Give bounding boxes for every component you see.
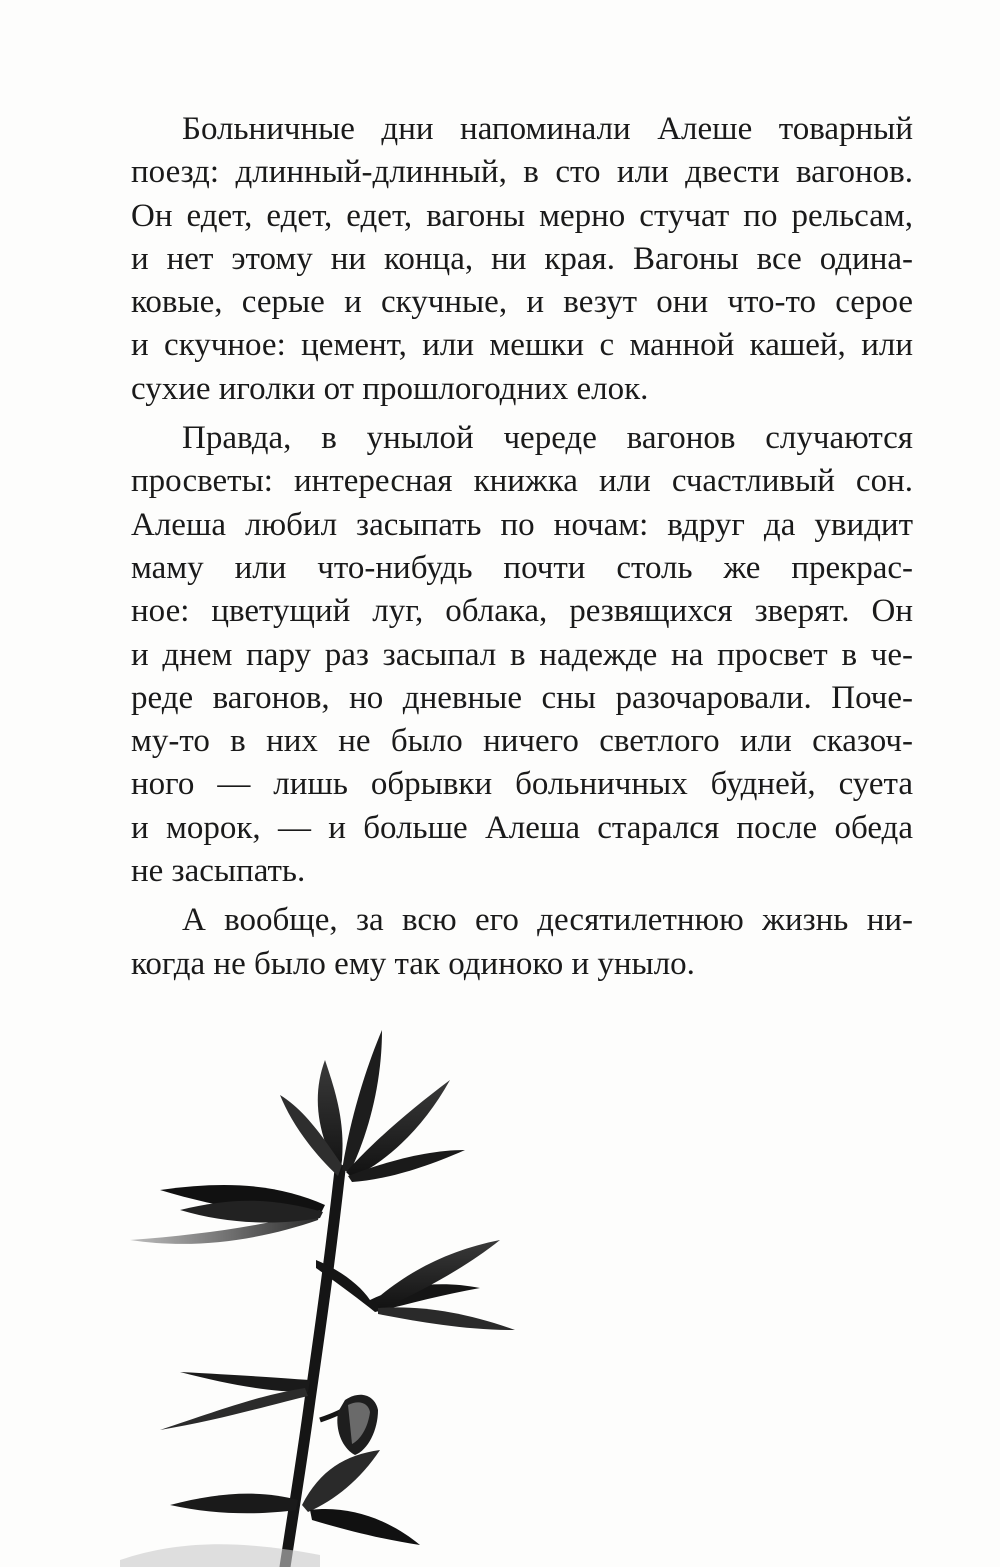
text-line: Он едет, едет, едет, вагоны мерно стучат по рельсам, xyxy=(131,197,913,234)
paragraph-1 xyxy=(131,108,913,411)
text-line: Алеша любил засыпать по ночам: вдруг да увидит xyxy=(131,506,913,543)
text-line: и морок, — и больше Алеша старался после обеда xyxy=(131,809,913,846)
text-line: А вообще, за всю его десятилетнюю жизнь ни- xyxy=(182,902,913,939)
bud-icon xyxy=(320,1395,378,1455)
text-line: поезд: длинный-длинный, в сто или двести вагонов. xyxy=(131,154,913,191)
text-line: и скучное: цемент, или мешки с манной кашей, или xyxy=(131,327,913,364)
bottom-flower-icon xyxy=(120,1450,420,1567)
text-line: ное: цветущий луг, облака, резвящихся зверят. Он xyxy=(131,593,913,630)
text-line: не засыпать. xyxy=(131,853,306,890)
text-line: просветы: интересная книжка или счастливый сон. xyxy=(131,463,913,500)
text-line: ного — лишь обрывки больничных будней, суета xyxy=(131,766,913,803)
text-line: когда не было ему так одиноко и уныло. xyxy=(131,945,695,982)
right-flower-icon xyxy=(316,1240,515,1330)
text-line: сухие иголки от прошлогодних елок. xyxy=(131,370,649,407)
flower-stem-illustration xyxy=(120,1000,540,1567)
paragraph-3 xyxy=(131,899,913,986)
text-line: маму или что-нибудь почти столь же прекрас- xyxy=(131,549,913,586)
text-line: и днем пару раз засыпал в надежде на просвет в че- xyxy=(131,636,913,673)
lower-left-flower-icon xyxy=(160,1372,310,1430)
text-line: Больничные дни напоминали Алеше товарный xyxy=(182,111,913,147)
body-text xyxy=(131,108,913,986)
text-line: Правда, в унылой череде вагонов случаются xyxy=(182,420,913,457)
paragraph-2 xyxy=(131,417,913,893)
text-line: му-то в них не было ничего светлого или сказоч- xyxy=(131,723,913,760)
top-flower-icon xyxy=(280,1030,465,1182)
left-flower-icon xyxy=(130,1185,325,1244)
text-line: реде вагонов, но дневные сны разочаровали. Поче- xyxy=(131,679,913,716)
text-line: и нет этому ни конца, ни края. Вагоны все одина- xyxy=(131,240,913,277)
text-line: ковые, серые и скучные, и везут они что-то серое xyxy=(131,284,913,321)
